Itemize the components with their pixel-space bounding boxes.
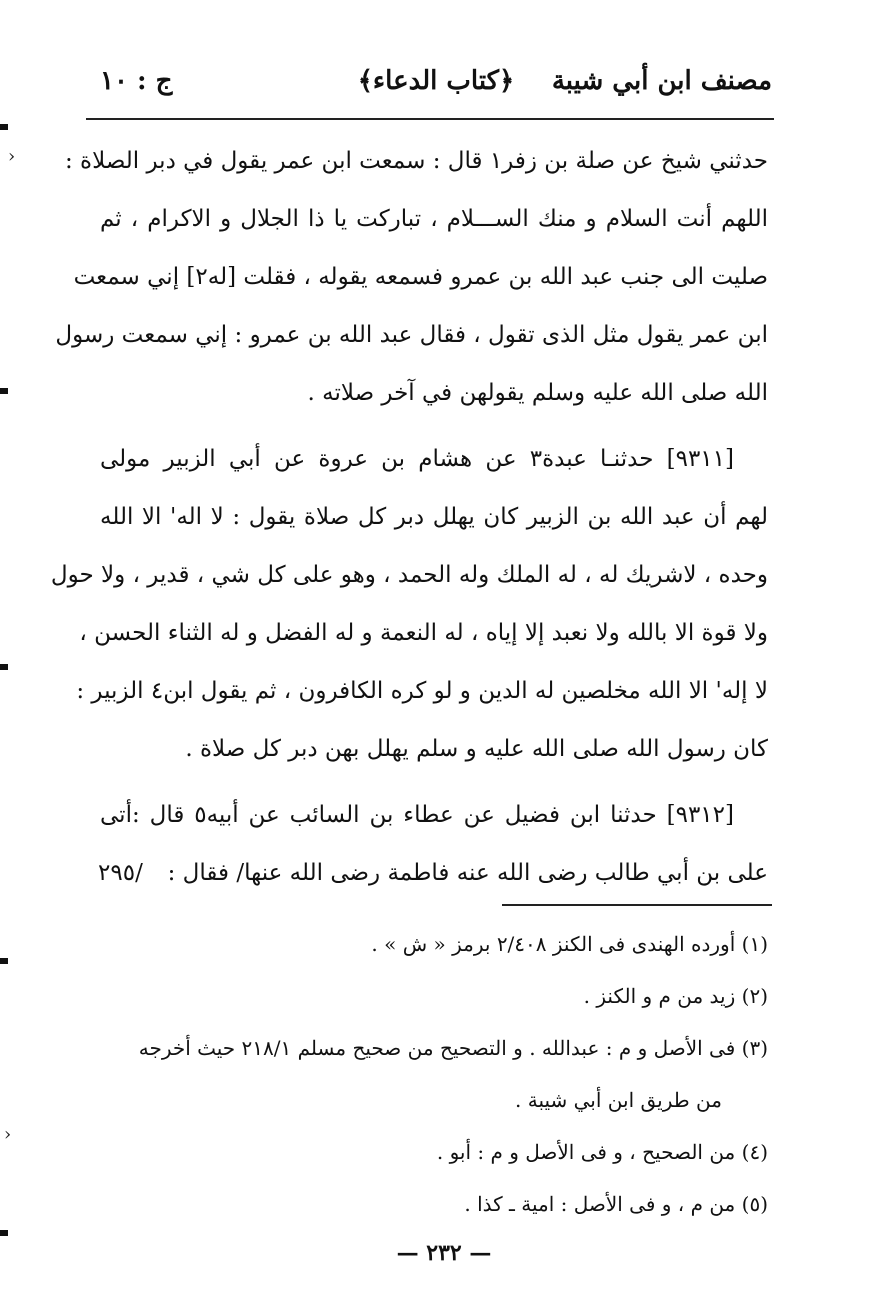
text-line: ابن عمر يقول مثل الذى تقول ، فقال عبد الله بن عمرو : إني سمعت رسول: [55, 322, 768, 348]
manuscript-folio-number: ٢٩٥/: [98, 860, 143, 886]
scan-speck-icon: ›: [4, 1124, 12, 1145]
scan-edge-mark: [0, 958, 8, 964]
footnote-3: [100, 1022, 768, 1126]
scan-edge-mark: [0, 124, 8, 130]
main-text: [50, 132, 768, 902]
text-line: [100, 844, 768, 902]
page-number: — ٢٣٢ —: [396, 1240, 492, 1266]
text-line: لهم أن عبد الله بن الزبير كان يهلل دبر كل صلاة يقول : لا اله' الا الله: [100, 504, 768, 530]
running-header: [100, 62, 772, 108]
text-line: حدثني شيخ عن صلة بن زفر١ قال : سمعت ابن عمر يقول في دبر الصلاة :: [64, 148, 768, 174]
footnote-5: (٥) من م ، و فى الأصل : امية ـ كذا .: [464, 1192, 768, 1216]
text-line: اللهم أنت السلام و منك الســـلام ، تباركت يا ذا الجلال و الاكرام ، ثم: [100, 206, 768, 232]
header-volume: ج : ١٠: [100, 66, 173, 96]
header-chapter-title: ﴿كتاب الدعاء﴾: [357, 66, 515, 96]
text-line: لا إله' الا الله مخلصين له الدين و لو كره الكافرون ، ثم يقول ابن٤ الزبير :: [76, 678, 768, 704]
text-line: [٩٣١٢] حدثنا ابن فضيل عن عطاء بن السائب عن أبيه٥ قال :أتى: [100, 802, 734, 828]
footnote-2: (٢) زيد من م و الكنز .: [583, 984, 768, 1008]
text-line-content: على بن أبي طالب رضى الله عنه فاطمة رضى الله عنها/ فقال :: [167, 860, 768, 886]
scan-edge-mark: [0, 664, 8, 670]
footnote-1: (١) أورده الهندى فى الكنز ٢/٤٠٨ برمز « ش » .: [371, 932, 768, 956]
text-line: ولا قوة الا بالله ولا نعبد إلا إياه ، له النعمة و له الفضل و له الثناء الحسن ،: [79, 620, 768, 646]
text-line: [٩٣١١] حدثنـا عبدة٣ عن هشام بن عروة عن أبي الزبير مولى: [100, 446, 734, 472]
text-line: كان رسول الله صلى الله عليه و سلم يهلل بهن دبر كل صلاة .: [185, 736, 768, 762]
paragraph-9311: [50, 430, 768, 778]
footnote-divider: [502, 904, 772, 906]
scan-speck-icon: ›: [8, 146, 16, 167]
text-line: صليت الى جنب عبد الله بن عمرو فسمعه يقوله ، فقلت [له٢] إني سمعت: [73, 264, 768, 290]
footnote-3-line-1: (٣) فى الأصل و م : عبدالله . و التصحيح من صحيح مسلم ٢١٨/١ حيث أخرجه: [138, 1036, 768, 1060]
text-line: وحده ، لاشريك له ، له الملك وله الحمد ، وهو على كل شي ، قدير ، ولا حول: [50, 562, 768, 588]
scan-edge-mark: [0, 1230, 8, 1236]
scan-edge-mark: [0, 388, 8, 394]
header-divider: [86, 118, 774, 120]
footnote-4: (٤) من الصحيح ، و فى الأصل و م : أبو .: [436, 1140, 768, 1164]
text-line: الله صلى الله عليه وسلم يقولهن في آخر صلاته .: [307, 380, 768, 406]
footnotes: [100, 918, 768, 1230]
footnote-3-line-2: من طريق ابن أبي شيبة .: [515, 1088, 722, 1112]
header-book-title: مصنف ابن أبي شيبة: [551, 66, 772, 96]
paragraph-9312: [100, 786, 768, 902]
paragraph-1: [55, 132, 768, 422]
